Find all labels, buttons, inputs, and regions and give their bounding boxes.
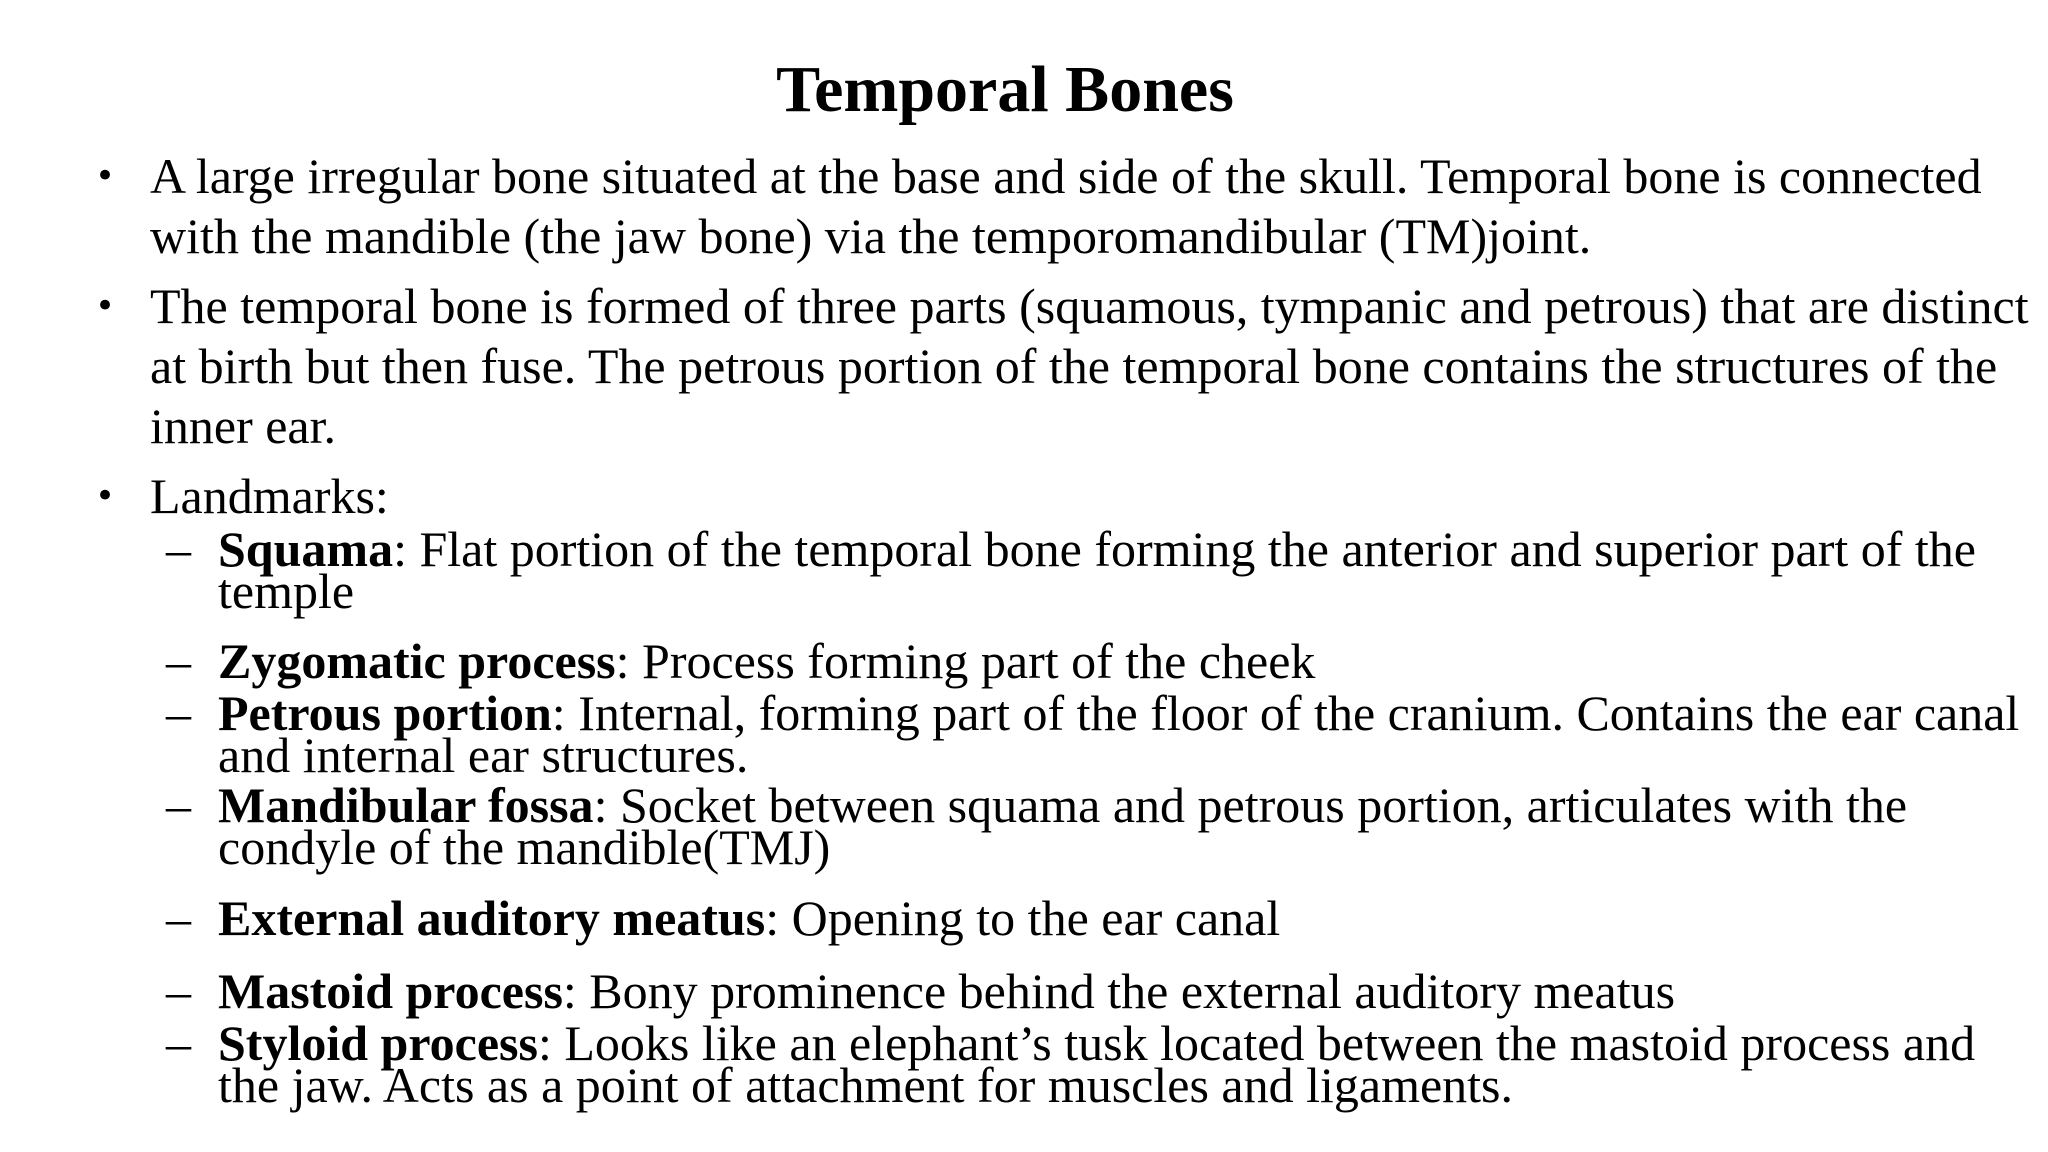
bullet-icon: • <box>94 156 116 196</box>
dash-icon: – <box>166 963 191 1019</box>
dash-icon: – <box>166 1015 191 1071</box>
landmark-description: : Looks like an elephant’s tusk located between the mastoid process and the jaw. Acts as a point of attachment for muscles and ligaments. <box>218 1015 1976 1113</box>
bullet-text: A large irregular bone situated at the base and side of the skull. Temporal bone is connected with the mandible (the jaw bone) via the temporomandibular (TM)joint. <box>150 148 1982 264</box>
landmark-item <box>166 1015 2038 1113</box>
landmark-description: : Bony prominence behind the external auditory meatus <box>562 963 1676 1019</box>
landmark-description: : Socket between squama and petrous portion, articulates with the condyle of the mandible(TMJ) <box>218 777 1908 875</box>
dash-icon: – <box>166 777 191 833</box>
landmark-description: : Opening to the ear canal <box>765 890 1281 946</box>
landmark-term: Styloid process <box>218 1015 538 1071</box>
landmark-item <box>166 777 2038 875</box>
bullet-item <box>94 466 2030 526</box>
dash-icon: – <box>166 521 191 577</box>
dash-icon: – <box>166 685 191 741</box>
landmark-term: Zygomatic process <box>218 633 616 689</box>
bullet-item <box>94 276 2030 456</box>
landmark-term: Mandibular fossa <box>218 777 594 833</box>
landmark-item <box>166 633 2038 689</box>
dash-icon: – <box>166 890 191 946</box>
dash-icon: – <box>166 633 191 689</box>
landmark-item <box>166 521 2038 619</box>
slide-title: Temporal Bones <box>776 53 1234 126</box>
landmark-item <box>166 963 2038 1019</box>
bullet-icon: • <box>94 476 116 516</box>
landmark-item <box>166 890 2038 946</box>
landmark-term: Squama <box>218 521 394 577</box>
bullet-item <box>94 146 2030 266</box>
landmark-item <box>166 685 2038 783</box>
bullet-text: The temporal bone is formed of three parts (squamous, tympanic and petrous) that are distinct at birth but then fuse. The petrous portion of the temporal bone contains the structures of the inner ear. <box>150 278 2029 454</box>
landmark-term: Petrous portion <box>218 685 552 741</box>
landmark-term: External auditory meatus <box>218 890 766 946</box>
bullet-text: Landmarks: <box>150 468 389 524</box>
landmark-description: : Internal, forming part of the floor of the cranium. Contains the ear canal and internal ear structures. <box>218 685 2020 783</box>
bullet-icon: • <box>94 286 116 326</box>
landmark-description: : Flat portion of the temporal bone forming the anterior and superior part of the temple <box>218 521 1976 619</box>
landmark-description: : Process forming part of the cheek <box>615 633 1316 689</box>
landmark-term: Mastoid process <box>218 963 563 1019</box>
